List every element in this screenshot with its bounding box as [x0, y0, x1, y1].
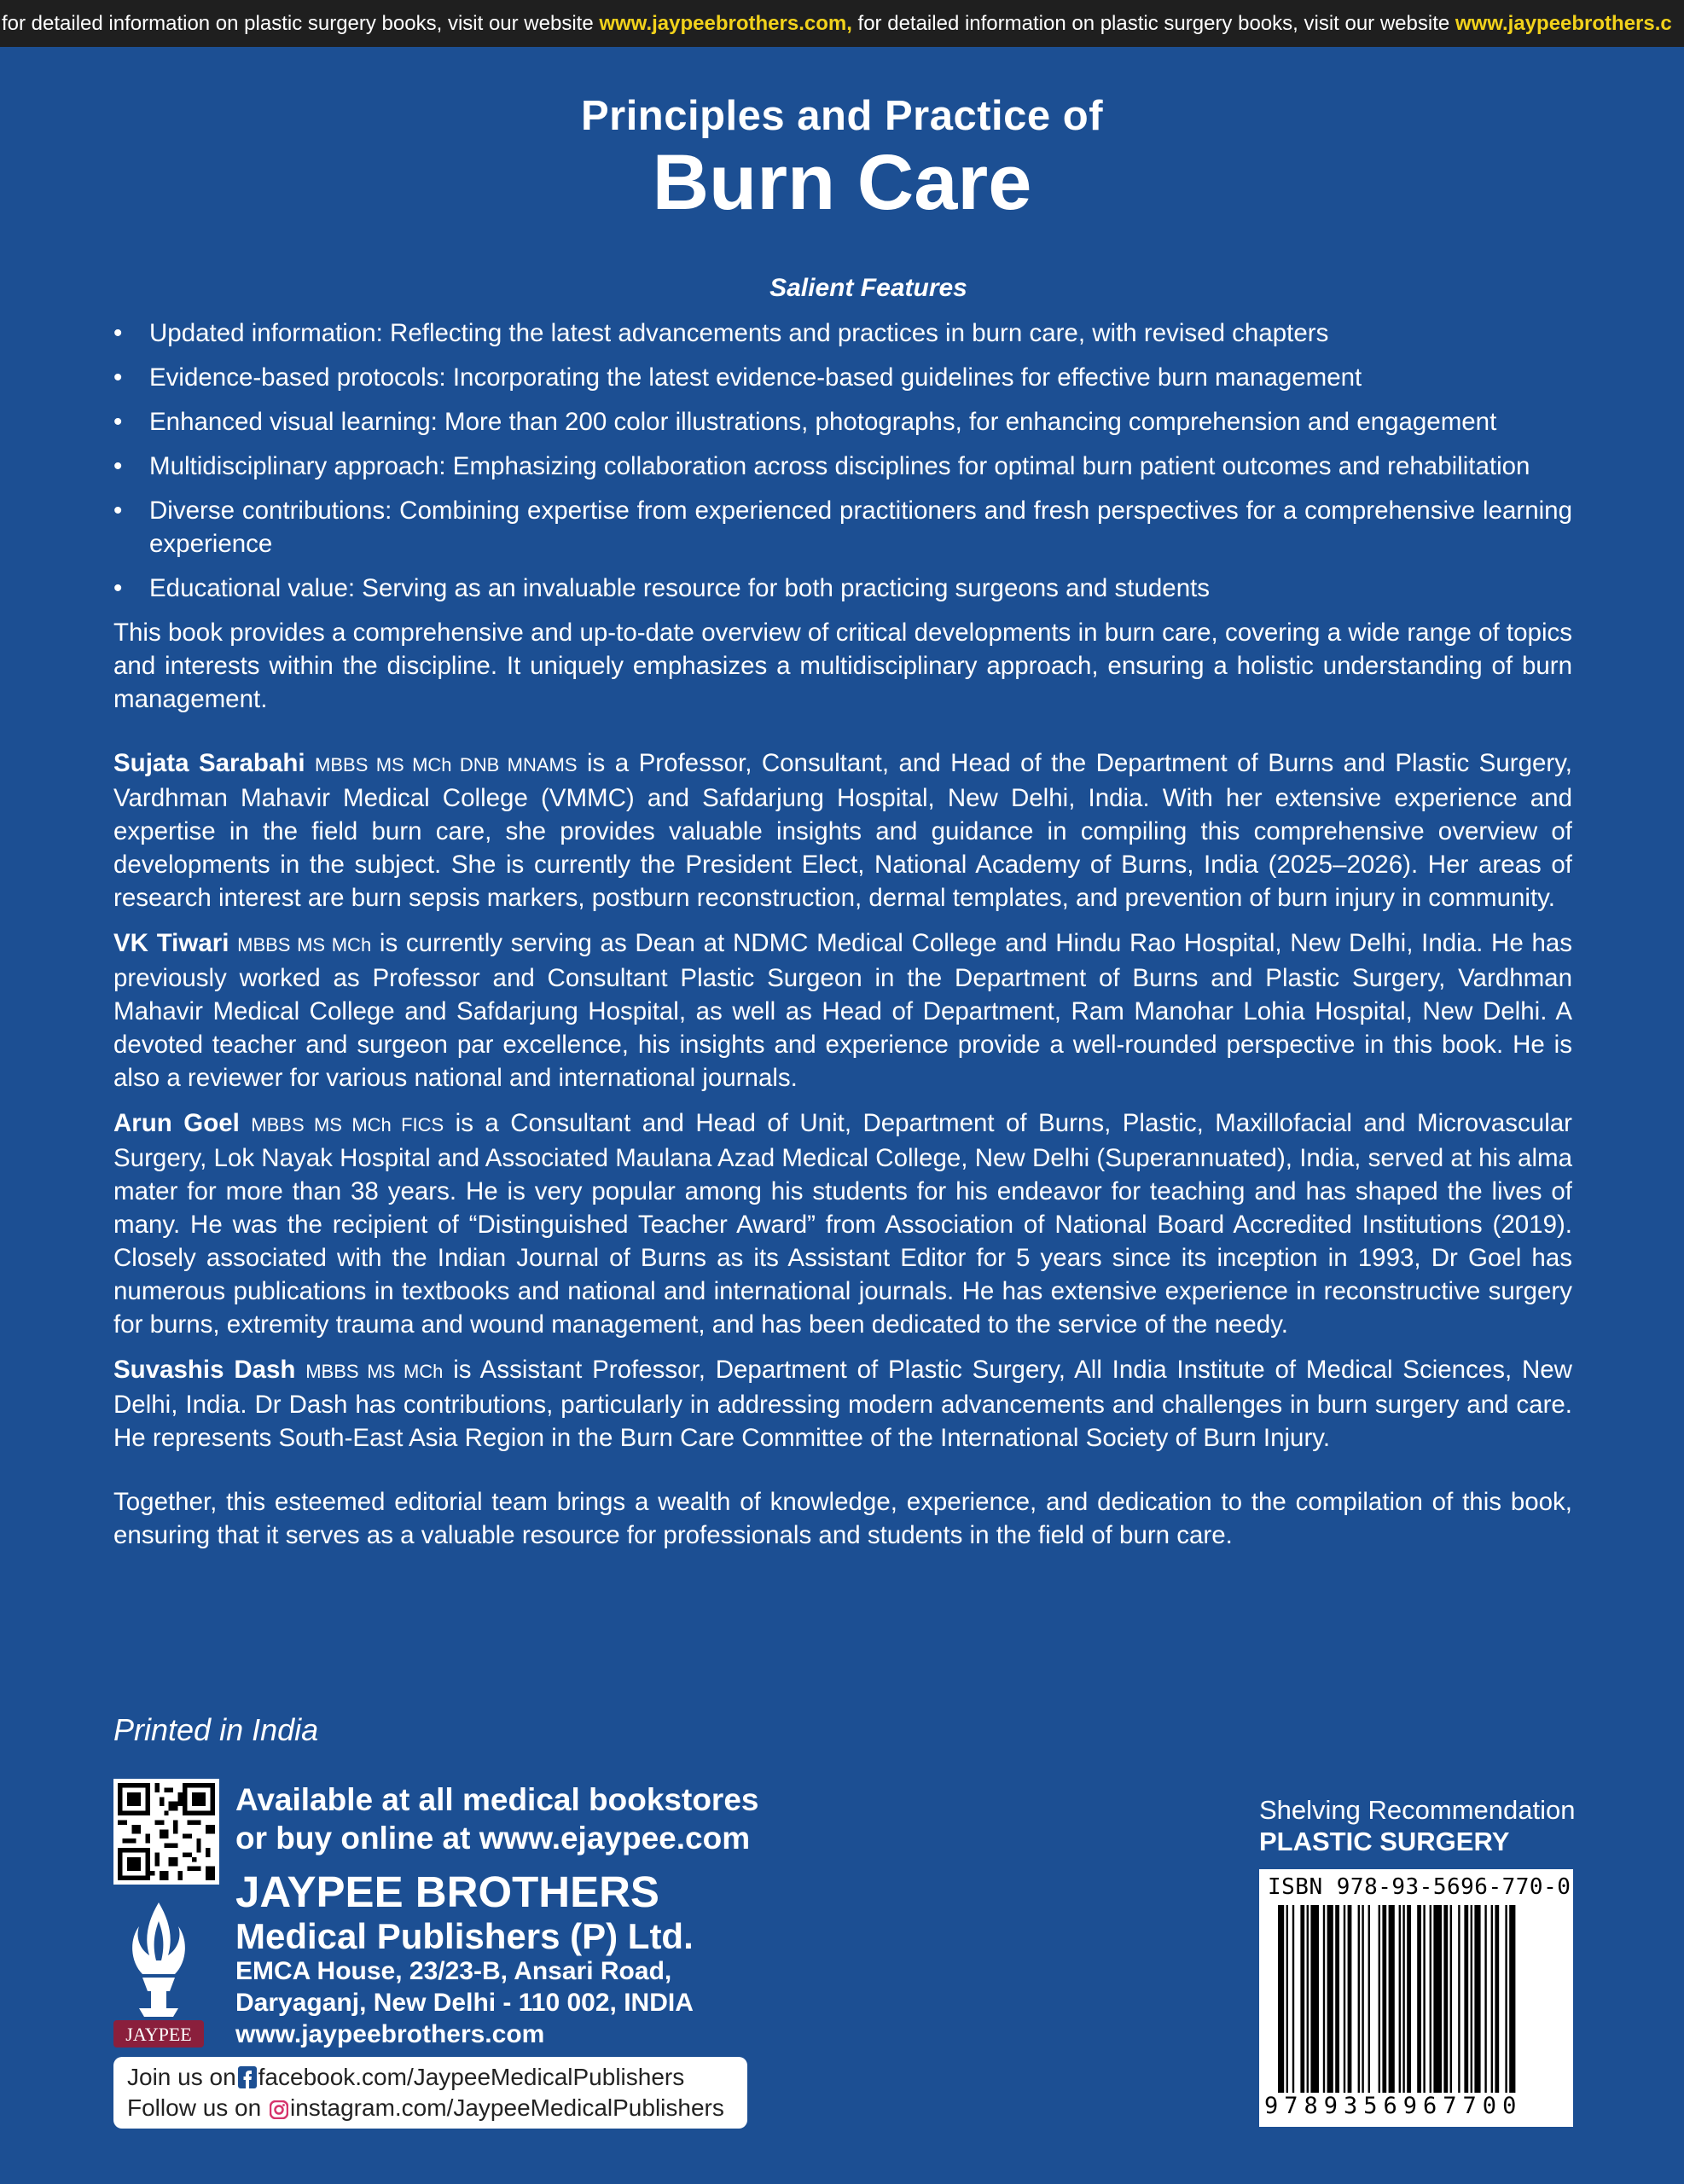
- feature-text: Evidence-based protocols: Incorporating the latest evidence-based guidelines for effective burn management: [149, 363, 1362, 392]
- availability-link[interactable]: or buy online at www.ejaypee.com: [235, 1821, 751, 1856]
- address-line: Daryaganj, New Delhi - 110 002, INDIA: [235, 1989, 694, 2017]
- author-degrees: MBBS MS MCh DNB MNAMS: [315, 754, 578, 775]
- instagram-line[interactable]: [127, 2093, 734, 2123]
- barcode-bar: [1443, 1905, 1448, 2093]
- barcode-bar: [1484, 1905, 1486, 2093]
- banner-url[interactable]: www.jaypeebrothers.com,: [599, 12, 852, 35]
- barcode-bar: [1495, 1905, 1499, 2093]
- shelving-label: Shelving Recommendation: [1259, 1795, 1576, 1825]
- feature-text: Multidisciplinary approach: Emphasizing collaboration across disciplines for optimal burn patient outcomes and rehabilitation: [149, 452, 1530, 480]
- publisher-subname: Medical Publishers (P) Ltd.: [235, 1916, 694, 1956]
- barcode-bar: [1464, 1905, 1468, 2093]
- shelving-recommendation: [1259, 1794, 1576, 1857]
- feature-item: [113, 361, 1572, 394]
- feature-item: [113, 450, 1572, 483]
- author-bio-text: is a Professor, Consultant, and Head of the Department of Burns and Plastic Surgery, Vardhman Mahavir Medical College (VMMC) and Safdarjung Hospital, New Delhi, India. With her extensive experience and expertise in the field burn care, she provides valuable insights and guidance in compiling this comprehensive overview of developments in the subject. She is currently the President Elect, National Academy of Burns, India (2025–2026). Her areas of research interest are burn sepsis markers, postburn reconstruction, dermal templates, and prevention of burn injury in community.: [113, 749, 1572, 912]
- isbn-label: ISBN 978-93-5696-770-0: [1268, 1874, 1571, 1900]
- feature-text: Enhanced visual learning: More than 200 color illustrations, photographs, for enhancing comprehension and engagement: [149, 408, 1497, 436]
- author-bio: [113, 746, 1572, 915]
- author-bio-text: is a Consultant and Head of Unit, Department of Burns, Plastic, Maxillofacial and Microvascular Surgery, Lok Nayak Hospital and Associated Maulana Azad Medical College, New Delhi (Superannuated), India, served at his alma mater for more than 38 years. He is very popular among his students for his endeavor for teaching and has shaped the lives of many. He was the recipient of “Distinguished Teacher Award” from Association of National Board Accredited Institutions (2019). Closely associated with the Indian Journal of Burns as its Assistant Editor for 5 years since its inception in 1993, Dr Goel has numerous publications in textbooks and national and international journals. He has extensive experience in reconstructive surgery for burns, extremity trauma and wound management, and has been dedicated to the service of the needy.: [113, 1109, 1572, 1339]
- logo-text: JAYPEE: [125, 2024, 192, 2045]
- intro-paragraph: This book provides a comprehensive and up-to-date overview of critical developments in burn care, covering a wide range of topics and interests within the discipline. It uniquely emphasizes a multidisciplinary approach, ensuring a holistic understanding of burn management.: [113, 619, 1572, 713]
- author-name: Arun Goel: [113, 1109, 240, 1137]
- barcode-bar: [1402, 1905, 1404, 2093]
- author-degrees: MBBS MS MCh: [237, 934, 372, 956]
- author-bio-text: is currently serving as Dean at NDMC Medical College and Hindu Rao Hospital, New Delhi, India. He has previously worked as Professor and Consultant Plastic Surgeon in the Department of Burns and Plastic Surgery, Vardhman Mahavir Medical College and Safdarjung Hospital, as well as Head of Department, Ram Manohar Lohia Hospital, New Delhi. A devoted teacher and surgeon par excellence, his insights and experience provide a well-rounded perspective in this book. He is also a reviewer for various national and international journals.: [113, 929, 1573, 1092]
- barcode-bar: [1327, 1905, 1333, 2093]
- barcode-bar: [1471, 1905, 1472, 2093]
- isbn-digits: 9789356967700: [1264, 2093, 1523, 2119]
- book-title: [0, 92, 1684, 224]
- barcode-bars: [1278, 1905, 1554, 2093]
- printed-in: Printed in India: [113, 1712, 319, 1747]
- follow-label: Follow us on: [127, 2094, 262, 2121]
- feature-item: [113, 317, 1572, 350]
- barcode-bar: [1307, 1905, 1309, 2093]
- barcode-bar: [1407, 1905, 1411, 2093]
- features-list: [113, 317, 1572, 605]
- barcode-bar: [1348, 1905, 1352, 2093]
- closing-paragraph: Together, this esteemed editorial team brings a wealth of knowledge, experience, and dedication to the compilation of this book, ensuring that it serves as a valuable resource for professionals and students in the field of burn care.: [113, 1488, 1572, 1549]
- isbn-barcode: [1259, 1869, 1573, 2127]
- barcode-bar: [1399, 1905, 1401, 2093]
- barcode-bar: [1278, 1905, 1284, 2093]
- barcode-bar: [1458, 1905, 1460, 2093]
- bullet-icon: •: [113, 452, 123, 480]
- publisher-name: JAYPEE BROTHERS: [235, 1867, 659, 1916]
- bullet-icon: •: [113, 319, 123, 347]
- barcode-bar: [1417, 1905, 1421, 2093]
- author-bio-text: is Assistant Professor, Department of Plastic Surgery, All India Institute of Medical Sciences, New Delhi, India. Dr Dash has contributions, particularly in addressing modern advancements and challenges in burn surgery and care. He represents South-East Asia Region in the Burn Care Committee of the International Society of Burn Injury.: [113, 1356, 1572, 1452]
- feature-text: Educational value: Serving as an invaluable resource for both practicing surgeons and students: [149, 574, 1211, 602]
- barcode-bar: [1433, 1905, 1442, 2093]
- social-links: [113, 2057, 747, 2129]
- barcode-bar: [1362, 1905, 1363, 2093]
- bullet-icon: •: [113, 574, 123, 602]
- banner-url-repeat[interactable]: www.jaypeebrothers.c: [1455, 12, 1672, 35]
- shelving-category: PLASTIC SURGERY: [1259, 1827, 1510, 1856]
- feature-item: [113, 405, 1572, 439]
- publisher-website[interactable]: www.jaypeebrothers.com: [235, 2020, 545, 2048]
- barcode-bar: [1358, 1905, 1360, 2093]
- author-bio: [113, 1107, 1572, 1341]
- barcode-bar: [1300, 1905, 1304, 2093]
- author-bio: [113, 926, 1572, 1095]
- jaypee-logo: [113, 1896, 204, 2048]
- author-degrees: MBBS MS MCh: [305, 1361, 444, 1382]
- feature-item: [113, 572, 1572, 605]
- availability-line: Available at all medical bookstores: [235, 1782, 759, 1817]
- instagram-icon: [270, 2096, 288, 2118]
- barcode-bar: [1430, 1905, 1431, 2093]
- book-subtitle: Principles and Practice of: [580, 93, 1104, 139]
- bullet-icon: •: [113, 363, 123, 392]
- barcode-bar: [1474, 1905, 1480, 2093]
- author-name: VK Tiwari: [113, 929, 229, 957]
- barcode-bar: [1310, 1905, 1319, 2093]
- barcode-bar: [1286, 1905, 1288, 2093]
- feature-text: Diverse contributions: Combining expertise from experienced practitioners and fresh perspectives for a comprehensive learning experience: [149, 497, 1572, 558]
- address-line: EMCA House, 23/23-B, Ansari Road,: [235, 1957, 672, 1985]
- book-main-title: Burn Care: [652, 139, 1032, 226]
- author-name: Sujata Sarabahi: [113, 749, 305, 777]
- banner-text: for detailed information on plastic surgery books, visit our website: [2, 12, 600, 35]
- barcode-bar: [1450, 1905, 1452, 2093]
- availability-notice: [235, 1780, 758, 1857]
- feature-item: [113, 494, 1572, 561]
- qr-code[interactable]: [113, 1779, 219, 1885]
- join-label: Join us on: [127, 2064, 236, 2090]
- back-cover-text: [113, 271, 1572, 1564]
- facebook-line[interactable]: [127, 2062, 734, 2093]
- barcode-bar: [1379, 1905, 1380, 2093]
- facebook-icon: [238, 2065, 257, 2088]
- features-heading: Salient Features: [769, 274, 967, 302]
- barcode-bar: [1423, 1905, 1425, 2093]
- publisher-address: [235, 1955, 694, 2050]
- feature-text: Updated information: Reflecting the latest advancements and practices in burn care, with revised chapters: [149, 319, 1329, 347]
- bullet-icon: •: [113, 497, 123, 525]
- bullet-icon: •: [113, 408, 123, 436]
- barcode-bar: [1344, 1905, 1345, 2093]
- author-degrees: MBBS MS MCh FICS: [251, 1114, 444, 1136]
- instagram-link[interactable]: instagram.com/JaypeeMedicalPublishers: [289, 2094, 724, 2121]
- barcode-bar: [1368, 1905, 1370, 2093]
- top-banner: [0, 0, 1684, 47]
- barcode-bar: [1382, 1905, 1386, 2093]
- barcode-bar: [1292, 1905, 1294, 2093]
- banner-text-repeat: for detailed information on plastic surgery books, visit our website: [851, 12, 1455, 35]
- author-bio: [113, 1353, 1572, 1455]
- barcode-bar: [1505, 1905, 1507, 2093]
- barcode-bar: [1335, 1905, 1339, 2093]
- barcode-bar: [1389, 1905, 1395, 2093]
- barcode-bar: [1509, 1905, 1515, 2093]
- barcode-bar: [1491, 1905, 1493, 2093]
- author-name: Suvashis Dash: [113, 1356, 296, 1384]
- facebook-link[interactable]: facebook.com/JaypeeMedicalPublishers: [258, 2064, 685, 2090]
- barcode-bar: [1323, 1905, 1325, 2093]
